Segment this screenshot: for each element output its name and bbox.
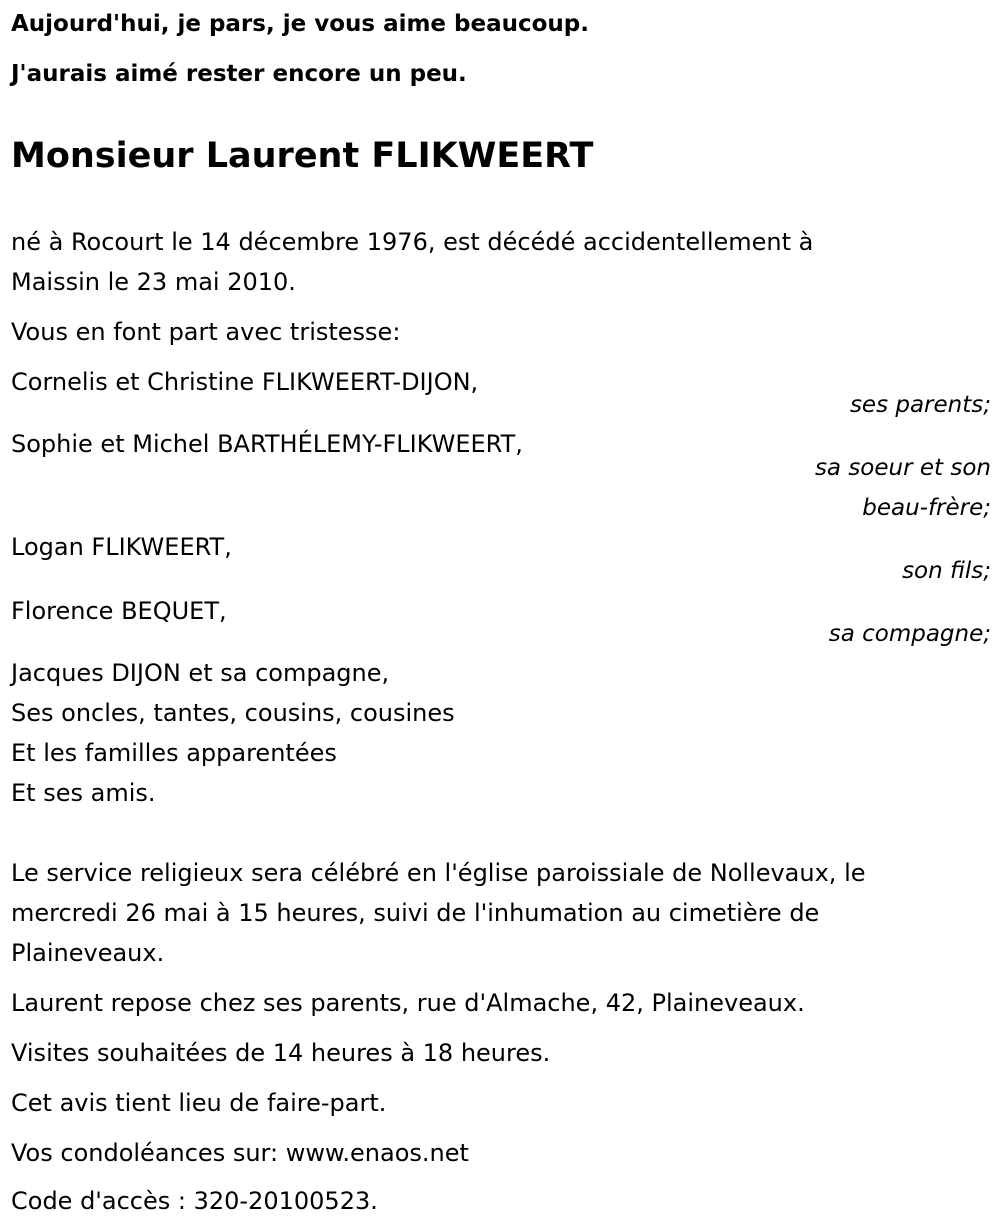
birth-death-line-1: né à Rocourt le 14 décembre 1976, est décédé accidentellement à: [11, 228, 814, 256]
service-line-1: Le service religieux sera célébré en l'église paroissiale de Nollevaux, le: [11, 859, 866, 887]
mourner-partner-relation: sa compagne;: [828, 621, 991, 647]
other-mourner-3: Et les familles apparentées: [11, 739, 337, 767]
mourner-son-relation: son fils;: [902, 558, 991, 584]
other-mourners: [11, 653, 991, 813]
other-mourner-4: Et ses amis.: [11, 779, 156, 807]
other-mourner-2: Ses oncles, tantes, cousins, cousines: [11, 699, 455, 727]
service-line-3: Plaineveaux.: [11, 939, 165, 967]
mourner-son-names: Logan FLIKWEERT,: [11, 533, 232, 561]
mourner-parents-names: Cornelis et Christine FLIKWEERT-DIJON,: [11, 368, 479, 396]
epitaph-line-1: Aujourd'hui, je pars, je vous aime beaucoup.: [11, 11, 590, 37]
birth-death-line-2: Maissin le 23 mai 2010.: [11, 268, 296, 296]
mourner-sister-relation-line-1: sa soeur et son: [814, 455, 991, 481]
service-line-2: mercredi 26 mai à 15 heures, suivi de l'inhumation au cimetière de: [11, 899, 820, 927]
condolences-line: Vos condoléances sur: www.enaos.net: [11, 1139, 469, 1167]
service-details: [11, 853, 991, 973]
mourner-sister-names: Sophie et Michel BARTHÉLEMY-FLIKWEERT,: [11, 430, 523, 458]
visiting-hours: Visites souhaitées de 14 heures à 18 heures.: [11, 1039, 551, 1067]
other-mourner-1: Jacques DIJON et sa compagne,: [11, 659, 390, 687]
mourner-partner-names: Florence BEQUET,: [11, 597, 227, 625]
epitaph-line-2: J'aurais aimé rester encore un peu.: [11, 61, 467, 87]
notice-statement: Cet avis tient lieu de faire-part.: [11, 1089, 387, 1117]
resting-place: Laurent repose chez ses parents, rue d'Almache, 42, Plaineveaux.: [11, 989, 805, 1017]
access-code: Code d'accès : 320-20100523.: [11, 1187, 378, 1215]
deceased-name: Monsieur Laurent FLIKWEERT: [11, 136, 594, 176]
mourner-parents-relation: ses parents;: [849, 392, 991, 418]
mourner-sister-relation-line-2: beau-frère;: [862, 495, 991, 521]
birth-death-statement: [11, 222, 991, 302]
announcement-intro: Vous en font part avec tristesse:: [11, 318, 401, 346]
